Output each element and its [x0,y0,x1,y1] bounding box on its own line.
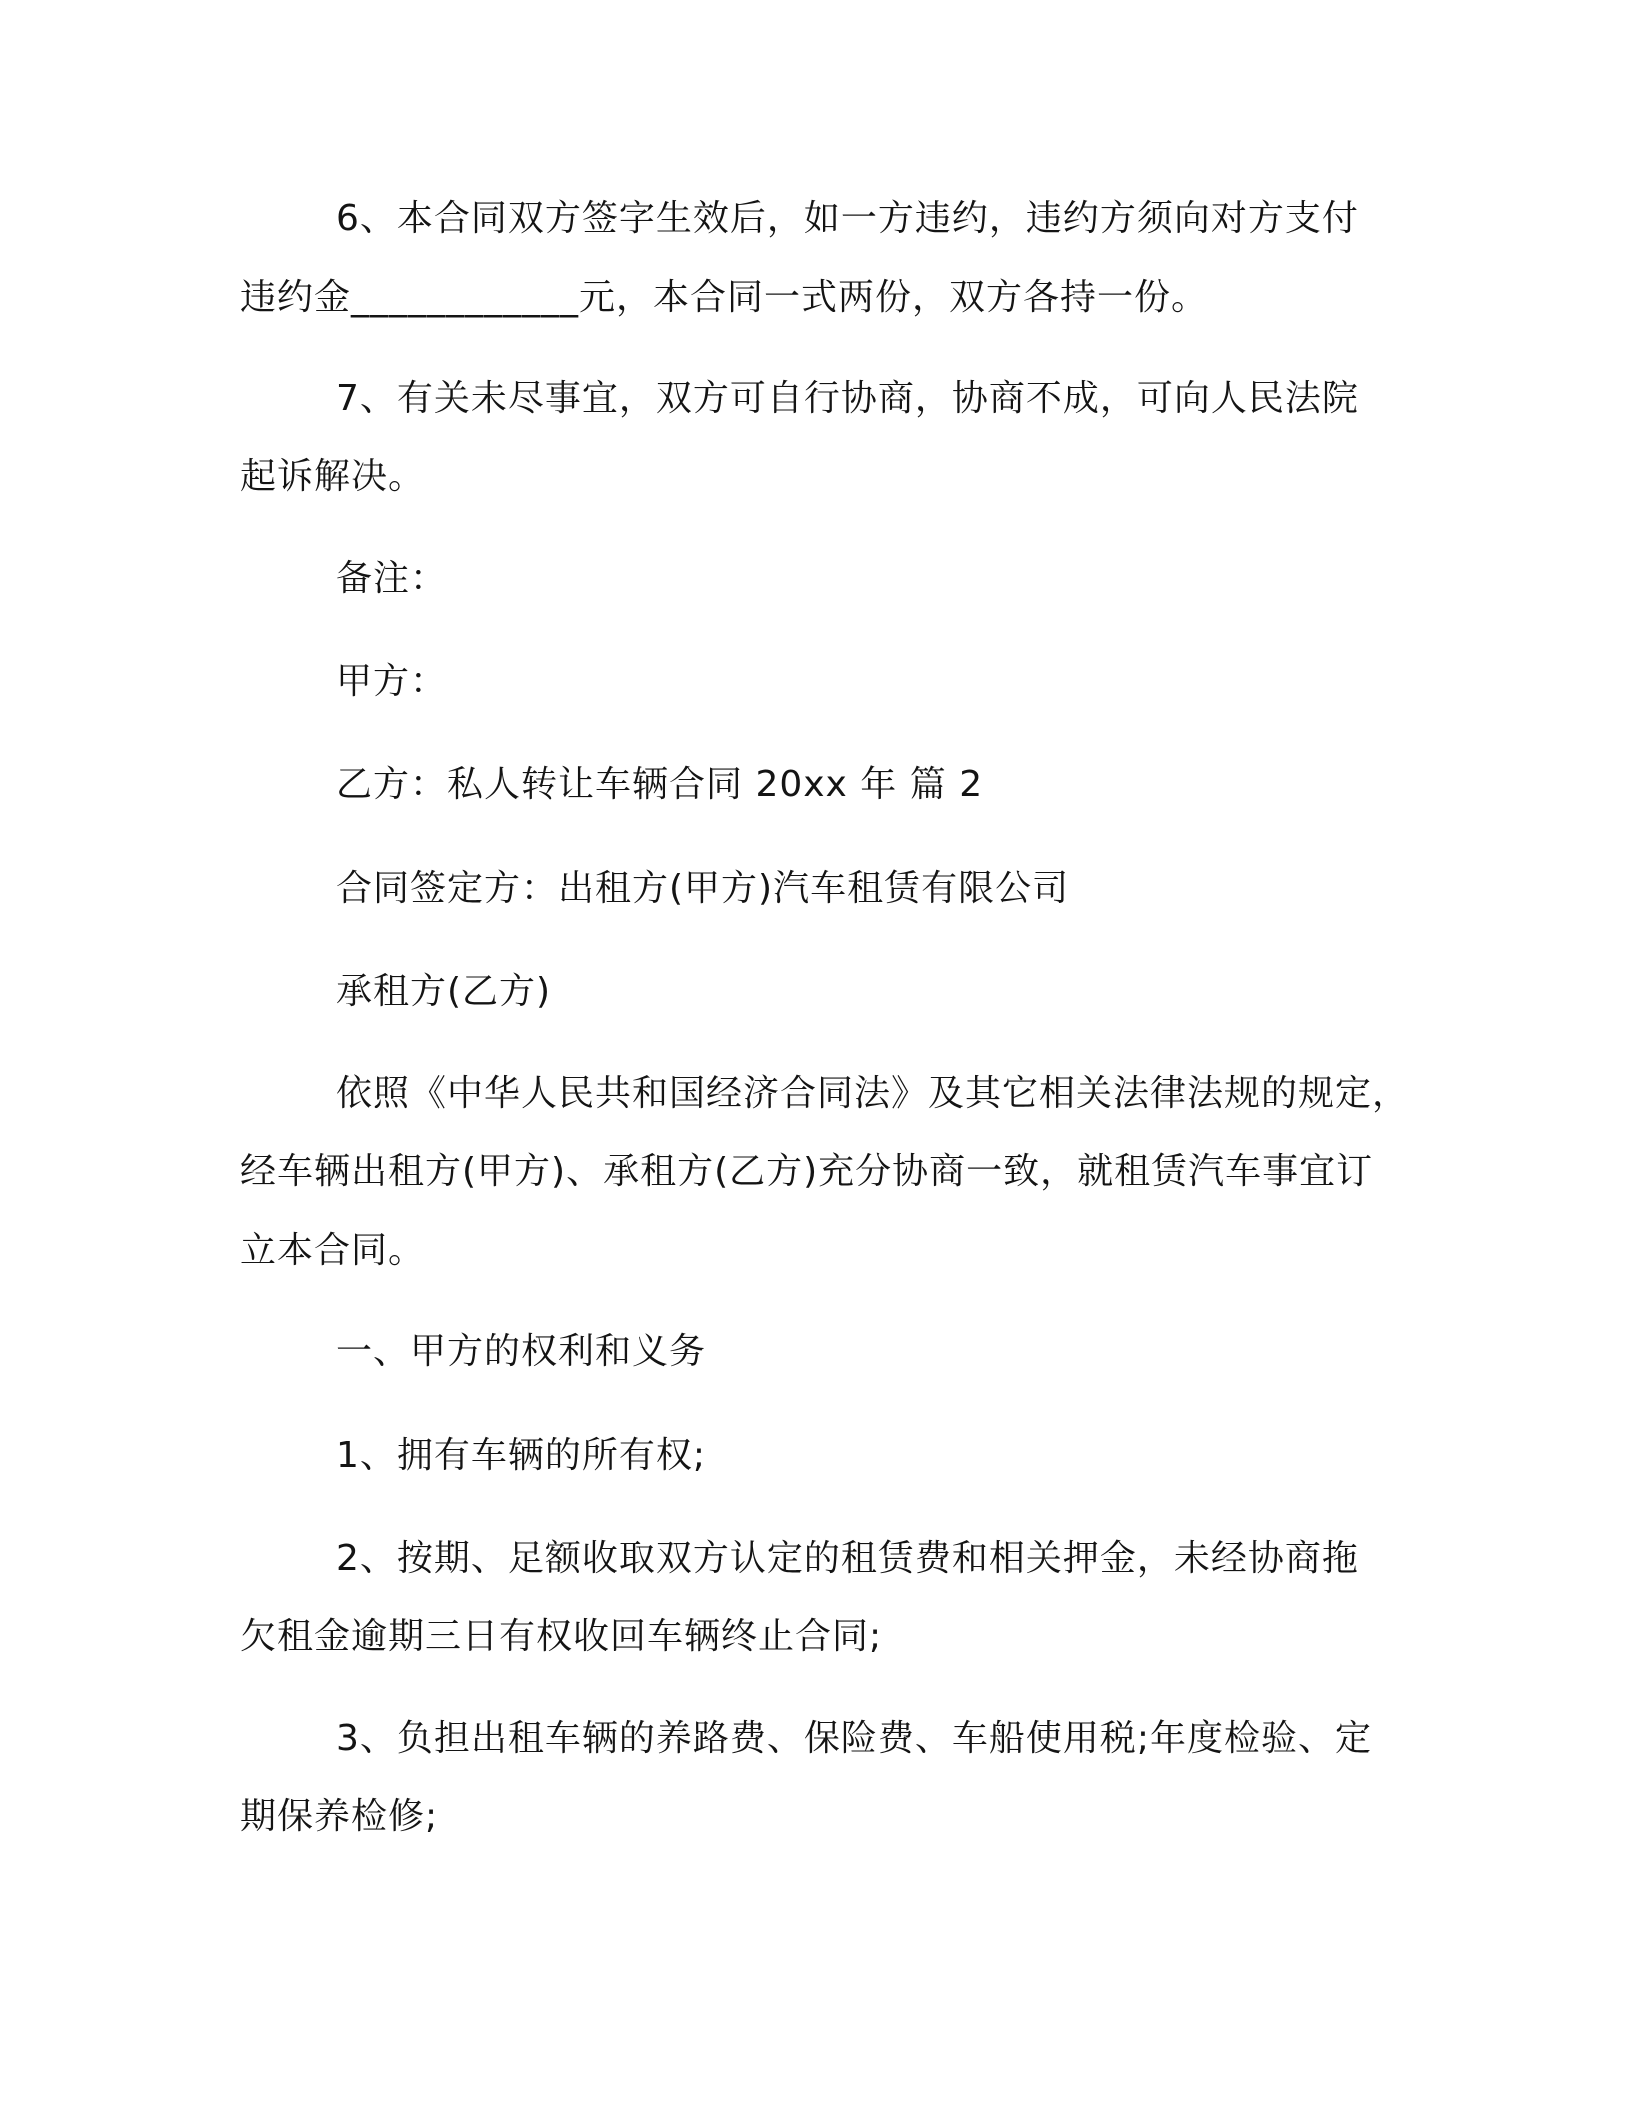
item-2-line-1: 2、按期、足额收取双方认定的租赁费和相关押金，未经协商拖 [336,1538,1359,1579]
party-a-label: 甲方： [336,661,448,702]
preamble-line-3: 立本合同。 [240,1230,426,1271]
item-3-line-2: 期保养检修; [240,1796,439,1837]
clause-6-line-2: 违约金____________元，本合同一式两份，双方各持一份。 [240,277,1209,318]
clause-6-line-1: 6、本合同双方签字生效后，如一方违约，违约方须向对方支付 [336,198,1359,239]
remarks-label: 备注： [336,558,448,599]
signing-parties-line: 合同签定方：出租方(甲方)汽车租赁有限公司 [336,868,1070,909]
item-1-line: 1、拥有车辆的所有权; [336,1435,707,1476]
lessee-label: 承租方(乙方) [336,971,552,1012]
party-b-line: 乙方：私人转让车辆合同 20xx 年 篇 2 [336,764,984,805]
item-2-line-2: 欠租金逾期三日有权收回车辆终止合同; [240,1616,883,1657]
section-heading: 一、甲方的权利和义务 [336,1331,707,1372]
preamble-line-2: 经车辆出租方(甲方)、承租方(乙方)充分协商一致，就租赁汽车事宜订 [240,1151,1374,1192]
item-3-line-1: 3、负担出租车辆的养路费、保险费、车船使用税;年度检验、定 [336,1718,1373,1759]
clause-7-line-2: 起诉解决。 [240,456,426,497]
clause-7-line-1: 7、有关未尽事宜，双方可自行协商，协商不成，可向人民法院 [336,378,1359,419]
preamble-line-1: 依照《中华人民共和国经济合同法》及其它相关法律法规的规定， [336,1073,1410,1114]
